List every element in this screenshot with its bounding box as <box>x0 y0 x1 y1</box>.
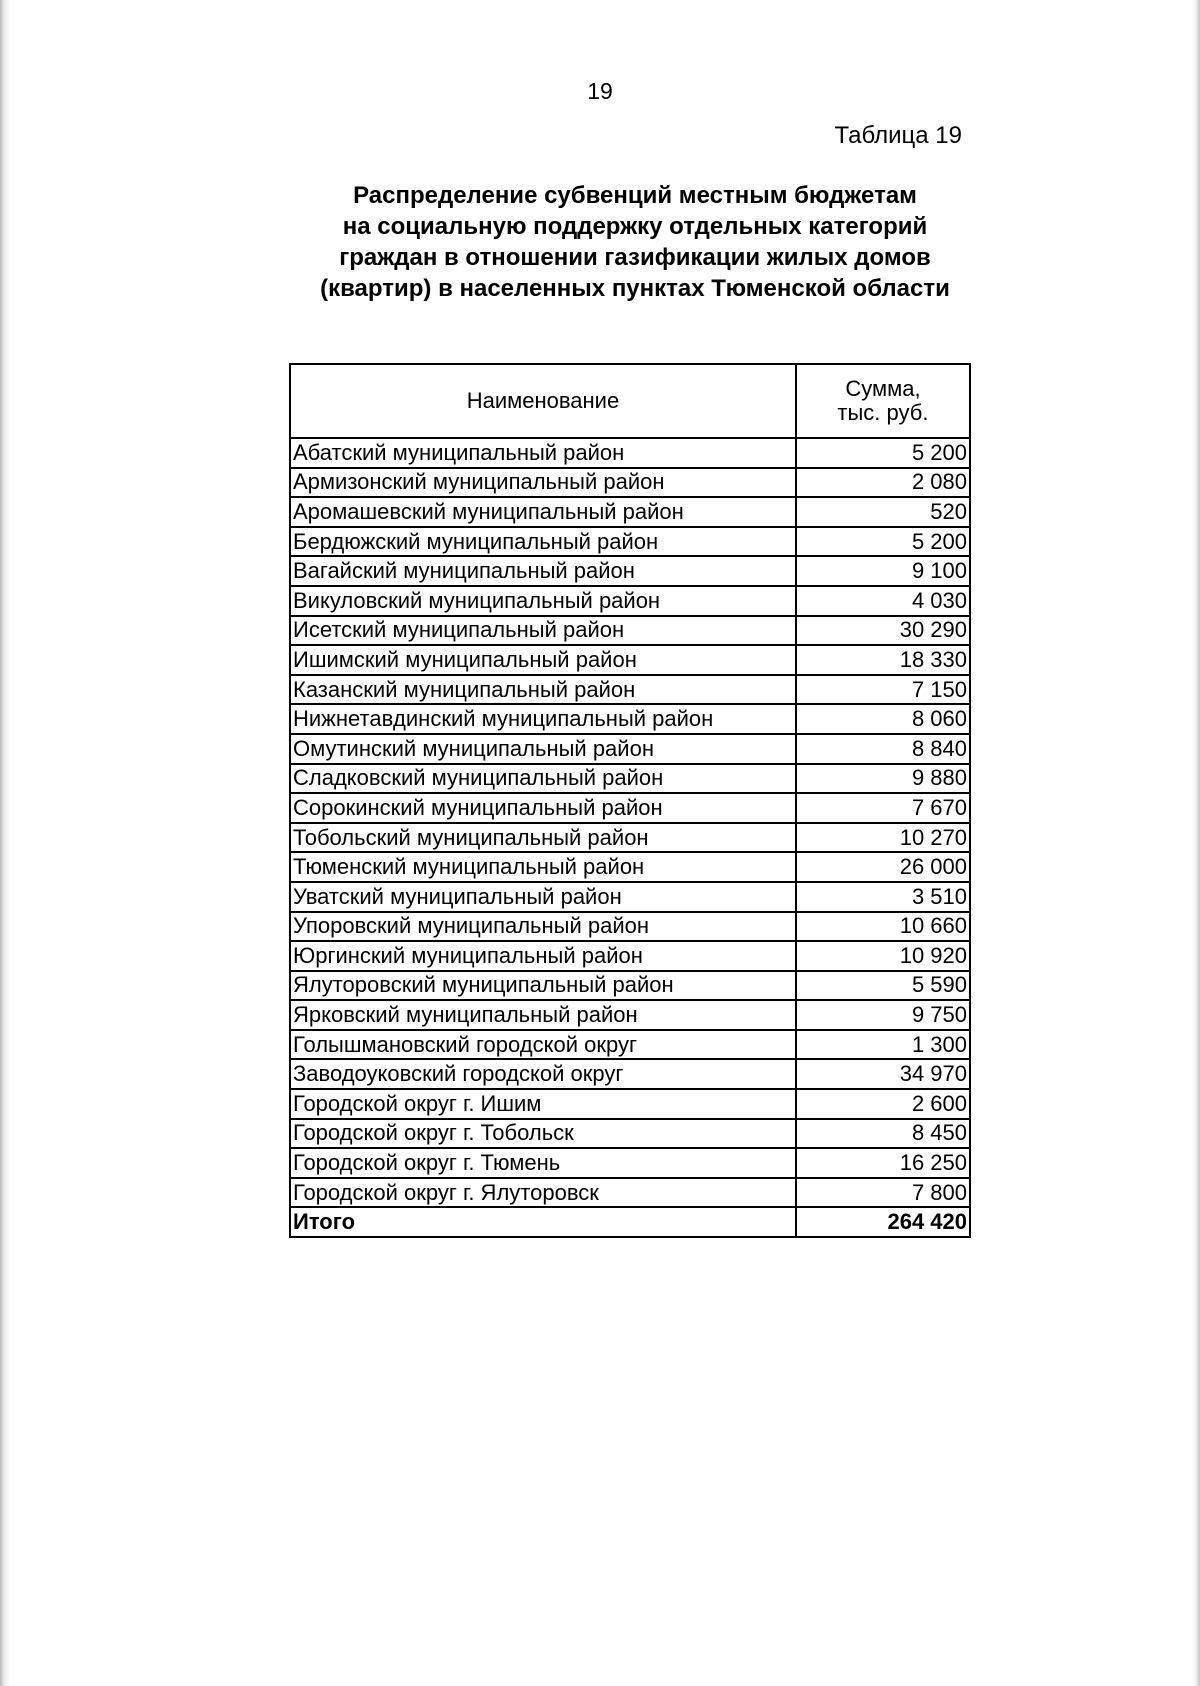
row-sum-cell: 26 000 <box>796 852 970 882</box>
row-sum-cell: 520 <box>796 497 970 527</box>
row-sum-cell: 3 510 <box>796 882 970 912</box>
table-row <box>290 1000 970 1030</box>
table-row <box>290 1178 970 1208</box>
row-sum-cell: 30 290 <box>796 616 970 646</box>
table-row <box>290 586 970 616</box>
total-label-cell: Итого <box>290 1207 796 1237</box>
row-name-cell: Омутинский муниципальный район <box>290 734 796 764</box>
row-name-cell: Сладковский муниципальный район <box>290 764 796 794</box>
row-name-cell: Уватский муниципальный район <box>290 882 796 912</box>
row-name-cell: Тобольский муниципальный район <box>290 823 796 853</box>
table-row <box>290 704 970 734</box>
row-name-cell: Нижнетавдинский муниципальный район <box>290 704 796 734</box>
table-row <box>290 616 970 646</box>
table-row <box>290 1059 970 1089</box>
scan-edge-right <box>1192 0 1200 1686</box>
row-name-cell: Заводоуковский городской округ <box>290 1059 796 1089</box>
row-name-cell: Городской округ г. Ишим <box>290 1089 796 1119</box>
table-row <box>290 852 970 882</box>
table-row <box>290 438 970 468</box>
row-sum-cell: 1 300 <box>796 1030 970 1060</box>
total-row <box>290 1207 970 1237</box>
row-sum-cell: 7 800 <box>796 1178 970 1208</box>
row-sum-cell: 2 080 <box>796 468 970 498</box>
row-sum-cell: 9 880 <box>796 764 970 794</box>
row-name-cell: Бердюжский муниципальный район <box>290 527 796 557</box>
row-sum-cell: 9 100 <box>796 556 970 586</box>
table-row <box>290 556 970 586</box>
row-sum-cell: 4 030 <box>796 586 970 616</box>
title-line: граждан в отношении газификации жилых домов <box>339 244 931 271</box>
table-row <box>290 882 970 912</box>
table-row <box>290 1030 970 1060</box>
subvention-table <box>289 363 971 1238</box>
row-sum-cell: 7 670 <box>796 793 970 823</box>
total-sum-cell: 264 420 <box>796 1207 970 1237</box>
row-sum-cell: 9 750 <box>796 1000 970 1030</box>
table-row <box>290 1089 970 1119</box>
row-name-cell: Армизонский муниципальный район <box>290 468 796 498</box>
row-name-cell: Голышмановский городской округ <box>290 1030 796 1060</box>
table-row <box>290 734 970 764</box>
row-sum-cell: 34 970 <box>796 1059 970 1089</box>
table-row <box>290 764 970 794</box>
table-row <box>290 823 970 853</box>
row-name-cell: Вагайский муниципальный район <box>290 556 796 586</box>
row-sum-cell: 10 660 <box>796 912 970 942</box>
table-label: Таблица 19 <box>834 122 962 149</box>
row-name-cell: Городской округ г. Тобольск <box>290 1119 796 1149</box>
table-row <box>290 941 970 971</box>
header-name: Наименование <box>290 364 796 438</box>
document-title <box>270 180 1000 304</box>
row-name-cell: Городской округ г. Тюмень <box>290 1148 796 1178</box>
page-number: 19 <box>587 78 613 104</box>
table-row <box>290 793 970 823</box>
row-name-cell: Абатский муниципальный район <box>290 438 796 468</box>
header-sum-line2: тыс. руб. <box>837 400 929 425</box>
row-sum-cell: 10 920 <box>796 941 970 971</box>
row-sum-cell: 5 590 <box>796 971 970 1001</box>
row-name-cell: Сорокинский муниципальный район <box>290 793 796 823</box>
table-row <box>290 645 970 675</box>
header-sum <box>796 364 970 438</box>
table-row <box>290 1119 970 1149</box>
row-sum-cell: 18 330 <box>796 645 970 675</box>
title-line: на социальную поддержку отдельных категорий <box>342 213 928 240</box>
title-line: (квартир) в населенных пунктах Тюменской области <box>320 275 950 302</box>
row-name-cell: Исетский муниципальный район <box>290 616 796 646</box>
row-sum-cell: 8 060 <box>796 704 970 734</box>
header-sum-line1: Сумма, <box>845 376 921 401</box>
table-header-row <box>290 364 970 438</box>
row-name-cell: Юргинский муниципальный район <box>290 941 796 971</box>
row-sum-cell: 8 450 <box>796 1119 970 1149</box>
scan-edge-left <box>0 0 10 1686</box>
row-sum-cell: 7 150 <box>796 675 970 705</box>
row-name-cell: Аромашевский муниципальный район <box>290 497 796 527</box>
row-name-cell: Упоровский муниципальный район <box>290 912 796 942</box>
row-sum-cell: 16 250 <box>796 1148 970 1178</box>
table-row <box>290 675 970 705</box>
row-sum-cell: 10 270 <box>796 823 970 853</box>
row-name-cell: Ялуторовский муниципальный район <box>290 971 796 1001</box>
row-sum-cell: 5 200 <box>796 438 970 468</box>
row-sum-cell: 8 840 <box>796 734 970 764</box>
row-name-cell: Ярковский муниципальный район <box>290 1000 796 1030</box>
table-row <box>290 468 970 498</box>
table-row <box>290 497 970 527</box>
row-name-cell: Городской округ г. Ялуторовск <box>290 1178 796 1208</box>
row-name-cell: Тюменский муниципальный район <box>290 852 796 882</box>
table-body <box>290 438 970 1237</box>
row-sum-cell: 5 200 <box>796 527 970 557</box>
table-row <box>290 912 970 942</box>
row-name-cell: Викуловский муниципальный район <box>290 586 796 616</box>
table-row <box>290 1148 970 1178</box>
row-sum-cell: 2 600 <box>796 1089 970 1119</box>
title-line: Распределение субвенций местным бюджетам <box>353 182 917 209</box>
row-name-cell: Казанский муниципальный район <box>290 675 796 705</box>
table-row <box>290 527 970 557</box>
row-name-cell: Ишимский муниципальный район <box>290 645 796 675</box>
table-row <box>290 971 970 1001</box>
